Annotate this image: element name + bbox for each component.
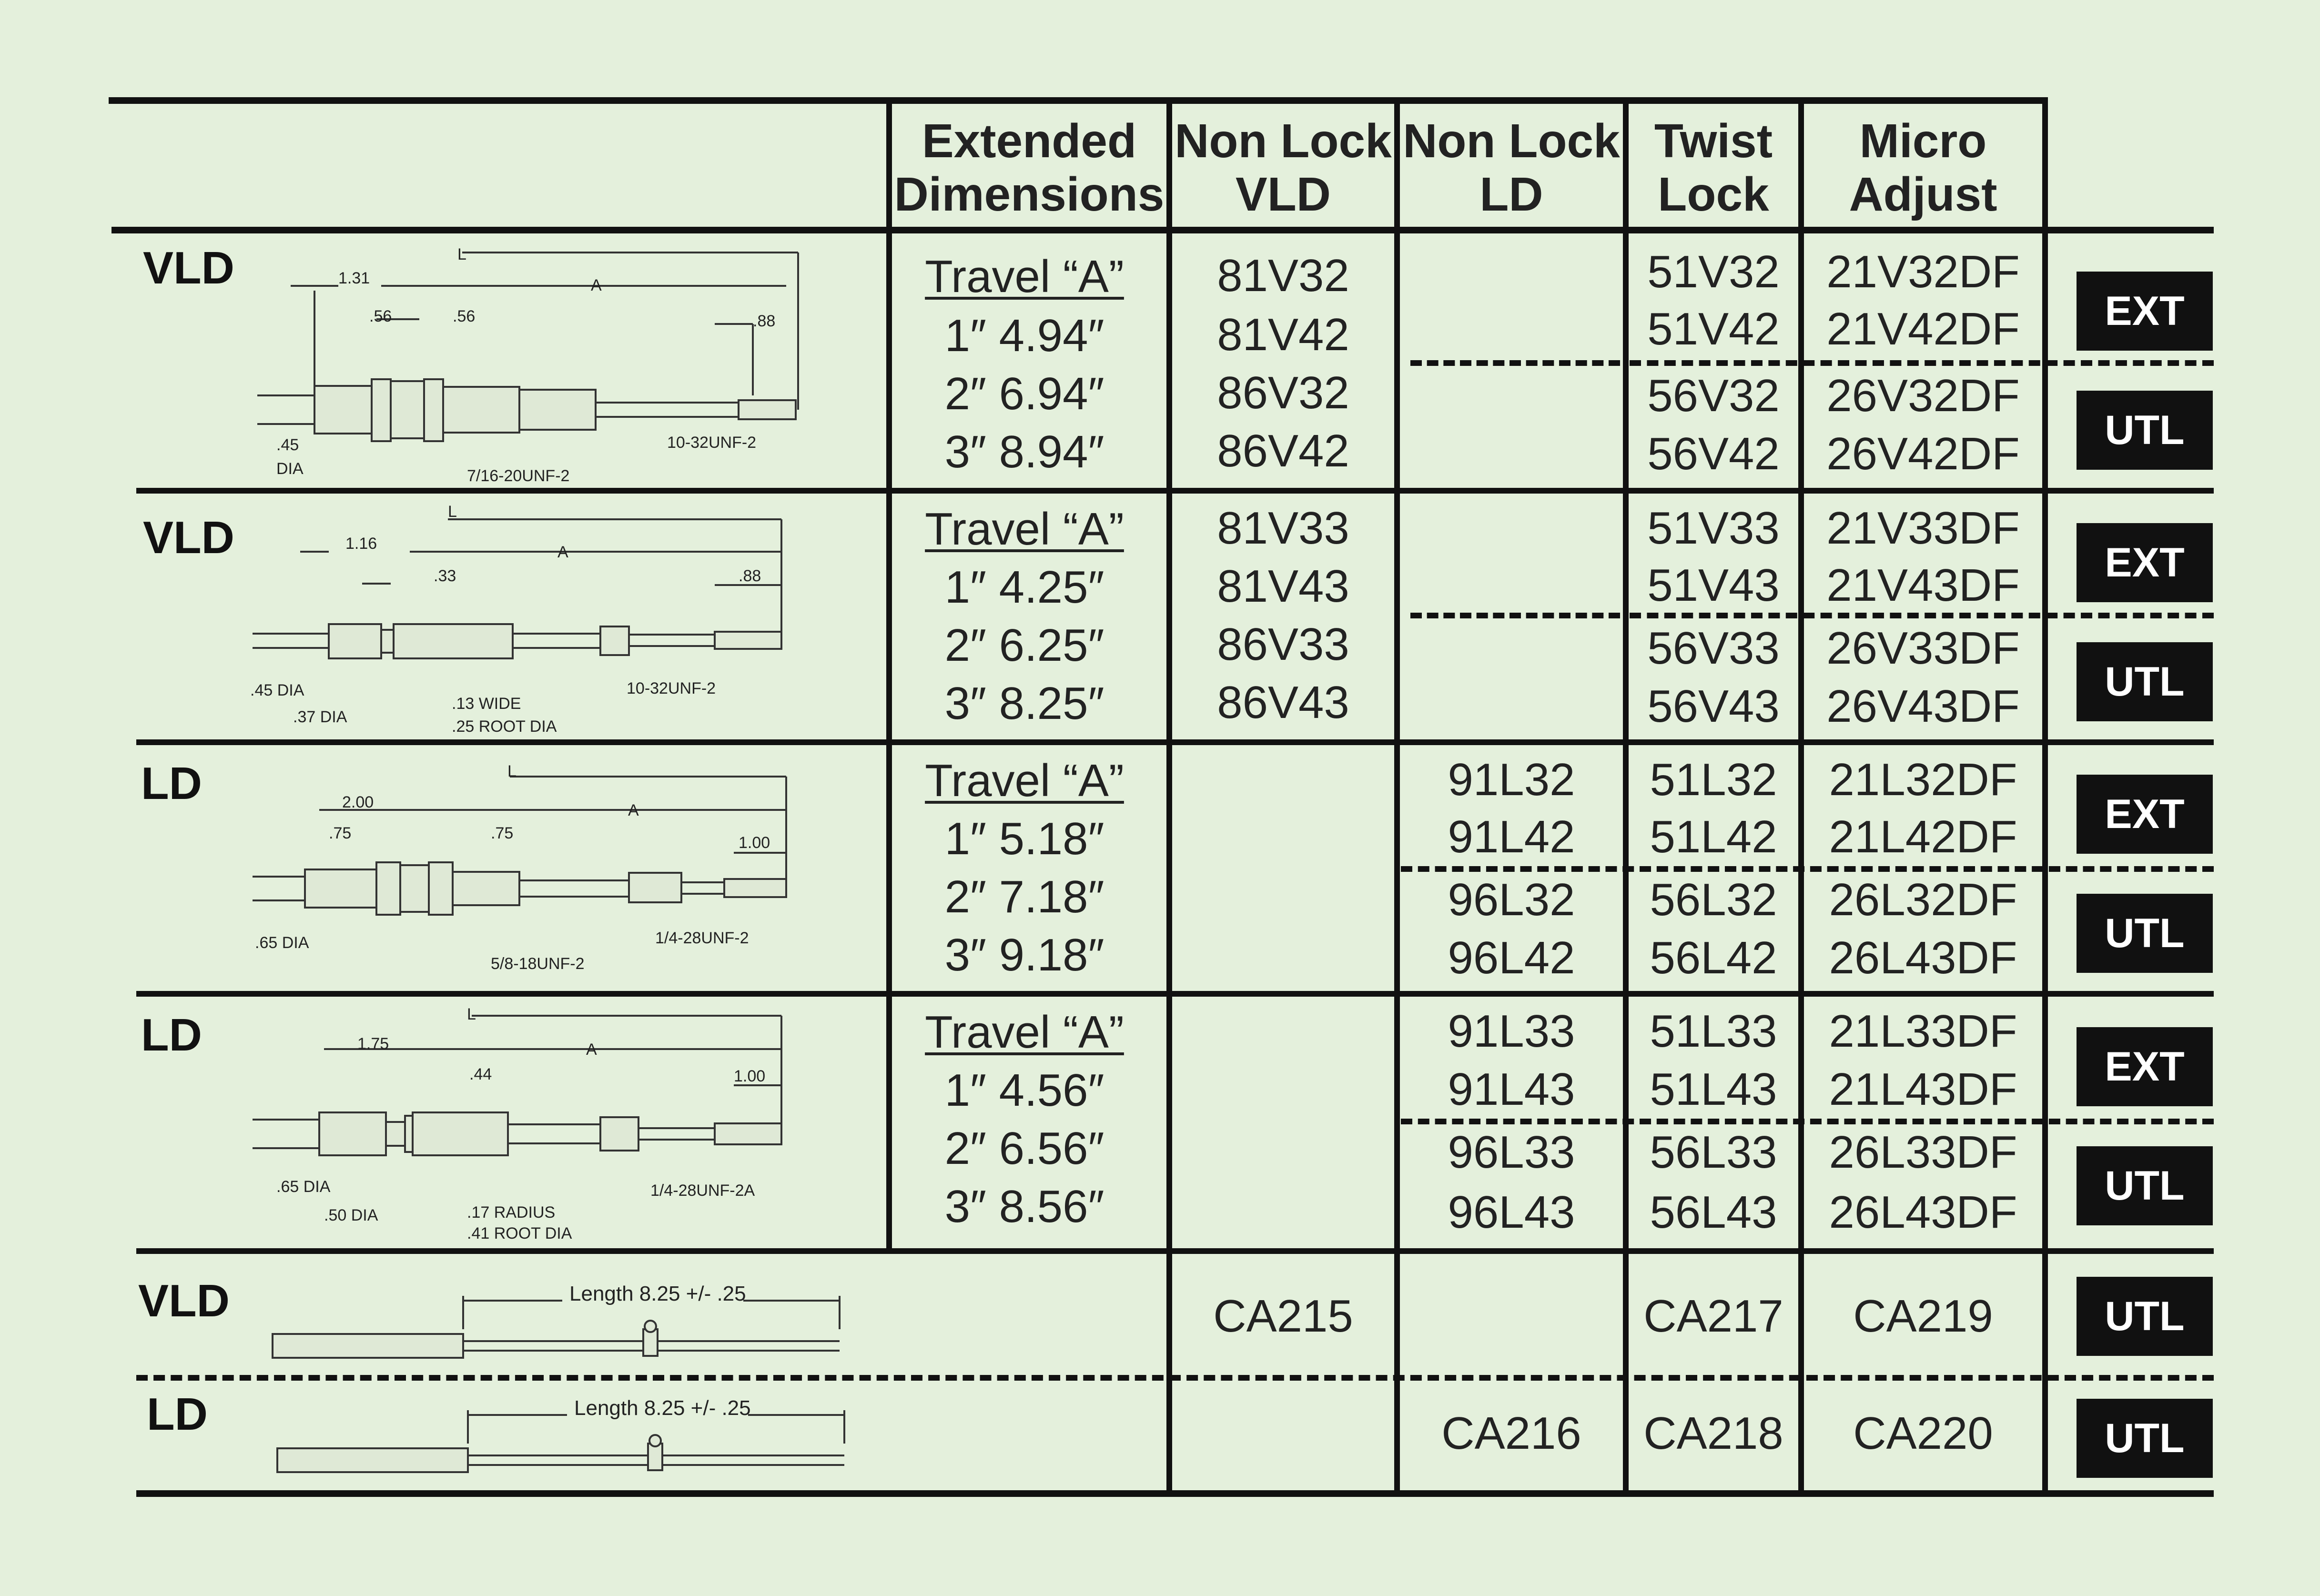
note: .41 ROOT DIA [467,1224,572,1242]
row-label: LD [147,1389,208,1440]
note: .37 DIA [293,708,347,726]
row-divider [1401,866,2214,872]
note: 1/4-28UNF-2A [650,1182,755,1200]
table-top-rule [109,97,2048,104]
note: 5/8-18UNF-2 [491,955,585,973]
part-number: 56L43 [1650,1187,1777,1238]
column-rule [1394,97,1400,1497]
row-label: VLD [143,512,234,563]
part-number: 51L33 [1650,1006,1777,1057]
part-number: 56L33 [1650,1127,1777,1178]
part-number: 21V43DF [1826,560,2020,611]
header-twist-lock: Twist Lock [1654,114,1773,221]
part-number: CA217 [1643,1291,1783,1342]
row-divider [1630,360,2214,366]
dim-L: L [467,1005,476,1023]
utl-tag: UTL [2077,1146,2213,1225]
part-number: 86V33 [1217,619,1349,670]
note: .45 DIA [250,681,304,699]
part-number: 26L43DF [1829,1187,2017,1238]
note: .50 DIA [324,1206,378,1224]
part-number: 56V33 [1647,623,1780,674]
dim: .33 [434,567,456,585]
part-number: 56L42 [1650,932,1777,983]
header-nonlock-vld: Non Lock VLD [1175,114,1392,221]
dim: .44 [469,1065,492,1083]
row-rule [136,1248,2214,1254]
note: .13 WIDE [452,695,521,713]
part-number: CA215 [1213,1291,1353,1342]
ext-tag: EXT [2077,1027,2213,1106]
travel-heading: Travel “A” [925,504,1124,555]
dim-A: A [557,543,568,561]
travel-value: 1″ 5.18″ [944,813,1104,864]
note: .45 [276,436,299,454]
part-number: 96L32 [1448,874,1575,925]
utl-tag: UTL [2077,894,2213,973]
part-number: 91L43 [1448,1064,1575,1115]
note: .25 ROOT DIA [452,717,557,736]
header-extended-dimensions: Extended Dimensions [894,114,1165,221]
cable-drawing [238,758,839,986]
travel-value: 1″ 4.94″ [944,310,1104,361]
dim: 1.00 [739,834,770,852]
part-number: 51L32 [1650,754,1777,805]
column-rule [1623,97,1629,1497]
part-number: 21L32DF [1829,754,2017,805]
dim: 1.00 [734,1067,766,1085]
row-label: VLD [138,1275,230,1326]
row-divider [136,1375,2214,1381]
column-rule [1166,97,1172,1497]
note: .65 DIA [276,1178,331,1196]
column-rule [2042,97,2048,1497]
part-number: 51V42 [1647,303,1780,354]
note: 1/4-28UNF-2 [655,929,749,947]
travel-heading: Travel “A” [925,1007,1124,1058]
utl-tag: UTL [2077,1399,2213,1478]
dim: 1.75 [357,1035,389,1053]
note: 10-32UNF-2 [627,679,716,697]
note: .17 RADIUS [467,1203,556,1222]
part-number: 81V42 [1217,309,1349,360]
part-number: 91L33 [1448,1006,1575,1057]
row-rule [136,991,2214,997]
part-number: 56V32 [1647,370,1780,421]
length-note: Length 8.25 +/- .25 [574,1396,751,1420]
part-number: 26L32DF [1829,874,2017,925]
part-number: 81V33 [1217,503,1349,554]
row-rule [136,488,2214,494]
dim-L: L [507,762,517,780]
dim-L: L [448,503,457,521]
part-number: 81V43 [1217,561,1349,612]
part-number: 51V33 [1647,503,1780,554]
row-divider [1630,613,2214,618]
part-number: 21L42DF [1829,811,2017,862]
part-number: 21L33DF [1829,1006,2017,1057]
length-note: Length 8.25 +/- .25 [569,1282,746,1305]
dim: 1.31 [338,269,370,287]
part-number: 21V42DF [1826,303,2020,354]
part-number: 26V32DF [1826,370,2020,421]
utl-tag: UTL [2077,391,2213,470]
part-number: 96L43 [1448,1187,1575,1238]
part-number: CA219 [1853,1291,1993,1342]
dim: .88 [753,312,776,330]
part-number: 56V42 [1647,428,1780,479]
part-number: 26V42DF [1826,428,2020,479]
dim-A: A [591,276,602,294]
part-number: 51V43 [1647,560,1780,611]
dim: .56 [369,307,392,325]
part-number: 26L33DF [1829,1127,2017,1178]
part-number: CA216 [1441,1408,1581,1459]
cable-drawing [238,505,839,743]
travel-heading: Travel “A” [925,755,1124,806]
travel-value: 3″ 9.18″ [944,929,1104,980]
part-number: 51V32 [1647,246,1780,297]
utl-tag: UTL [2077,1277,2213,1356]
note: .65 DIA [255,934,309,952]
travel-value: 1″ 4.25″ [944,562,1104,613]
part-number: 91L42 [1448,811,1575,862]
cable-drawing [238,238,839,486]
dim: .88 [739,567,761,585]
row-label: VLD [143,242,234,293]
dim: .75 [329,824,352,842]
row-divider [1410,613,1620,618]
part-number: 96L33 [1448,1127,1575,1178]
travel-value: 2″ 6.94″ [944,368,1104,419]
cable-drawing [238,1005,839,1248]
part-number: CA220 [1853,1408,1993,1459]
note: 7/16-20UNF-2 [467,467,570,485]
dim-L: L [457,245,466,263]
header-micro-adjust: Micro Adjust [1849,114,1997,221]
row-label: LD [141,758,202,809]
part-number: 86V42 [1217,425,1349,476]
travel-value: 2″ 6.25″ [944,620,1104,671]
row-divider [1410,360,1620,366]
dim-A: A [628,801,639,819]
part-number: 56L32 [1650,874,1777,925]
ext-tag: EXT [2077,272,2213,351]
dim-A: A [586,1040,597,1059]
travel-heading: Travel “A” [925,251,1124,302]
part-number: 86V43 [1217,677,1349,728]
part-number: 56V43 [1647,681,1780,732]
utl-tag: UTL [2077,642,2213,721]
header-nonlock-ld: Non Lock LD [1403,114,1620,221]
dim: 2.00 [342,793,374,811]
travel-value: 3″ 8.25″ [944,678,1104,729]
part-number: 21L43DF [1829,1064,2017,1115]
travel-value: 3″ 8.94″ [944,426,1104,477]
header-rule [111,227,2214,233]
part-number: 96L42 [1448,932,1575,983]
note: 10-32UNF-2 [667,434,757,452]
travel-value: 2″ 7.18″ [944,871,1104,922]
part-number: 91L32 [1448,754,1575,805]
row-label: LD [141,1010,202,1061]
part-number: 26V43DF [1826,681,2020,732]
part-number: 51L42 [1650,811,1777,862]
part-number: 26L43DF [1829,932,2017,983]
part-number: CA218 [1643,1408,1783,1459]
part-number: 21V33DF [1826,503,2020,554]
ext-tag: EXT [2077,523,2213,602]
dim: .56 [453,307,476,325]
part-number: 21V32DF [1826,246,2020,297]
ext-tag: EXT [2077,775,2213,854]
part-number: 51L43 [1650,1064,1777,1115]
part-number: 86V32 [1217,367,1349,418]
cable-assembly-drawing [267,1277,867,1367]
travel-value: 3″ 8.56″ [944,1181,1104,1232]
travel-value: 1″ 4.56″ [944,1065,1104,1116]
dim: 1.16 [345,535,377,553]
dim: .75 [491,824,514,842]
part-number: 26V33DF [1826,623,2020,674]
column-rule [1798,97,1804,1497]
part-number: 81V32 [1217,250,1349,301]
row-divider [1401,1119,2214,1124]
note: DIA [276,460,304,478]
travel-value: 2″ 6.56″ [944,1123,1104,1174]
cable-assembly-drawing [272,1391,872,1482]
table-bottom-rule [136,1490,2214,1497]
